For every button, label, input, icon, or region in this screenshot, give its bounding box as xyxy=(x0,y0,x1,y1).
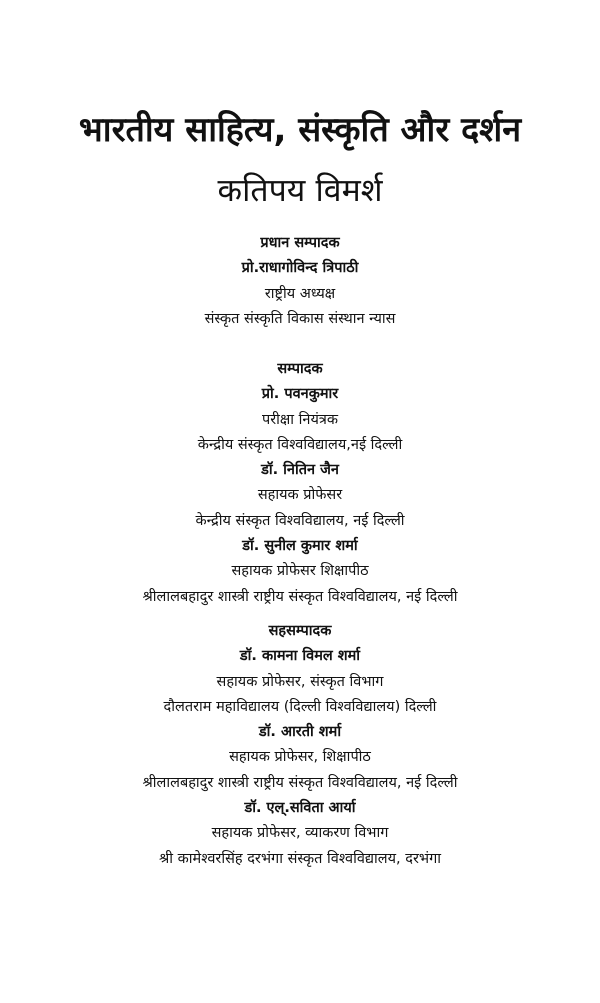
person-name: डॉ. एल्.सविता आर्या xyxy=(244,800,356,817)
editors-section xyxy=(0,357,600,610)
person-designation: सहायक प्रोफेसर शिक्षापीठ xyxy=(231,563,369,580)
person-name: डॉ. नितिन जैन xyxy=(261,462,339,479)
person-name: प्रो.राधागोविन्द त्रिपाठी xyxy=(241,260,359,277)
book-title: भारतीय साहित्य, संस्कृति और दर्शन xyxy=(78,110,522,150)
book-subtitle: कतिपय विमर्श xyxy=(217,171,383,209)
section-heading: प्रधान सम्पादक xyxy=(260,235,340,251)
person-affiliation: श्री कामेश्वरसिंह दरभंगा संस्कृत विश्वविद्यालय, दरभंगा xyxy=(159,850,441,867)
person-designation: राष्ट्रीय अध्यक्ष xyxy=(264,285,336,302)
person-designation: सहायक प्रोफेसर, शिक्षापीठ xyxy=(229,749,371,766)
person-affiliation: श्रीलालबहादुर शास्त्री राष्ट्रीय संस्कृत विश्वविद्यालय, नई दिल्ली xyxy=(142,588,458,605)
person-affiliation: केन्द्रीय संस्कृत विश्वविद्यालय,नई दिल्ली xyxy=(197,436,403,453)
person-designation: सहायक प्रोफेसर xyxy=(257,487,343,504)
person-affiliation: श्रीलालबहादुर शास्त्री राष्ट्रीय संस्कृत विश्वविद्यालय, नई दिल्ली xyxy=(142,774,458,791)
person-name: डॉ. आरती शर्मा xyxy=(258,724,342,741)
person-affiliation: संस्कृत संस्कृति विकास संस्थान न्यास xyxy=(204,310,396,327)
person-name: डॉ. कामना विमल शर्मा xyxy=(239,648,361,665)
section-heading: सहसम्पादक xyxy=(268,623,332,639)
person-affiliation: दौलतराम महाविद्यालय (दिल्ली विश्वविद्यालय) दिल्ली xyxy=(163,698,437,715)
person-affiliation: केन्द्रीय संस्कृत विश्वविद्यालय, नई दिल्ली xyxy=(195,512,405,529)
person-name: प्रो. पवनकुमार xyxy=(261,386,339,403)
person-name: डॉ. सुनील कुमार शर्मा xyxy=(242,538,358,555)
section-heading: सम्पादक xyxy=(277,361,323,377)
person-designation: सहायक प्रोफेसर, व्याकरण विभाग xyxy=(211,825,389,842)
chief-editor-section xyxy=(0,231,600,332)
co-editors-section xyxy=(0,619,600,872)
person-designation: सहायक प्रोफेसर, संस्कृत विभाग xyxy=(216,673,384,690)
person-designation: परीक्षा नियंत्रक xyxy=(261,411,339,428)
